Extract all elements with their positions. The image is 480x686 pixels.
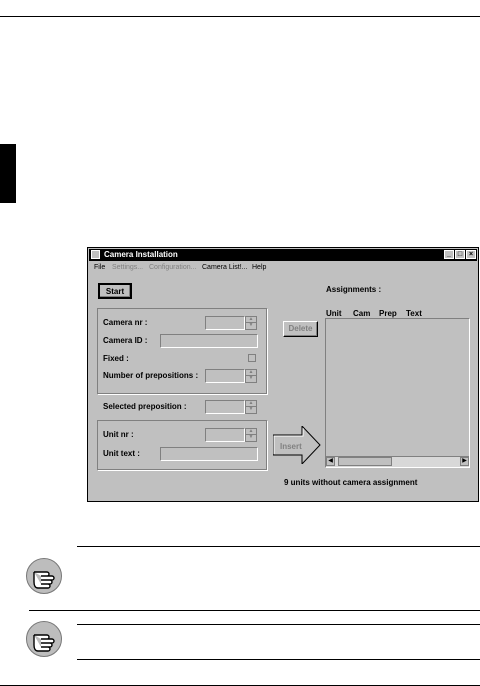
menu-file[interactable]: File [94,264,106,271]
scroll-thumb[interactable] [338,457,392,466]
camera-id-field[interactable] [160,334,258,348]
unit-group [97,420,267,470]
scroll-right-icon[interactable]: ▶ [460,457,469,466]
camera-nr-spinner[interactable]: ▲ ▼ [245,316,257,330]
camera-id-label: Camera ID : [103,336,148,345]
horizontal-scrollbar[interactable] [326,456,469,467]
menu-configuration[interactable]: Configuration... [149,264,197,271]
window-title: Camera Installation [104,250,178,259]
insert-button-label: Insert [280,442,302,451]
note-rule-1 [77,546,480,547]
column-cam[interactable]: Cam [353,309,371,318]
title-bar [89,249,477,261]
camera-installation-window [87,247,479,502]
camera-group [97,308,267,394]
unit-nr-field[interactable] [205,428,245,442]
fixed-checkbox[interactable] [248,354,256,362]
menu-help[interactable]: Help [252,264,267,271]
number-of-prepositions-field[interactable] [205,369,245,383]
unit-text-label: Unit text : [103,449,140,458]
menu-camera-list[interactable]: Camera List!... [202,264,248,271]
selected-preposition-spinner[interactable]: ▲ ▼ [245,400,257,414]
assignments-list[interactable] [325,318,470,468]
unit-text-field[interactable] [160,447,258,461]
number-of-prepositions-spinner[interactable]: ▲ ▼ [245,369,257,383]
column-text[interactable]: Text [406,309,422,318]
window-menu-icon[interactable] [91,250,100,259]
note-rule-3 [77,624,480,625]
start-button[interactable]: Start [98,283,132,299]
column-prep[interactable]: Prep [379,309,397,318]
note-rule-2 [29,610,480,611]
pointing-hand-icon [26,558,62,594]
insert-arrow-button[interactable] [273,426,321,464]
selected-preposition-field[interactable] [205,400,245,414]
fixed-label: Fixed : [103,354,129,363]
camera-nr-field[interactable] [205,316,245,330]
camera-nr-label: Camera nr : [103,318,148,327]
page-thumb-tab [0,144,16,203]
pointing-hand-icon [26,621,62,657]
menu-bar [89,262,477,273]
selected-preposition-label: Selected preposition : [103,402,187,411]
number-of-prepositions-label: Number of prepositions : [103,371,199,380]
menu-settings[interactable]: Settings... [112,264,144,271]
unit-nr-spinner[interactable]: ▲ ▼ [245,428,257,442]
column-unit[interactable]: Unit [326,309,342,318]
maximize-button[interactable]: □ [455,250,465,259]
unassigned-status: 9 units without camera assignment [284,478,418,487]
delete-button[interactable]: Delete [283,321,318,337]
unit-nr-label: Unit nr : [103,430,134,439]
note-rule-4 [77,659,480,660]
top-rule [0,16,480,17]
assignments-label: Assignments : [326,285,382,294]
scroll-left-icon[interactable]: ◀ [326,457,335,466]
minimize-button[interactable]: _ [444,250,454,259]
close-button[interactable]: × [466,250,476,259]
